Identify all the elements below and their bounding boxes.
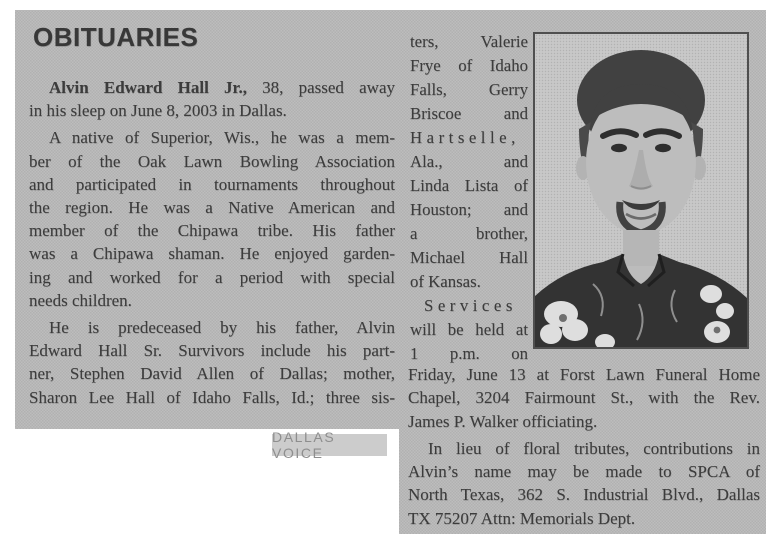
text-line: Alvin’s name may be made to SPCA of [408, 462, 760, 482]
text-line: Edward Hall Sr. Survivors include his part- [29, 341, 395, 361]
dallas-voice-credit: DALLAS VOICE [272, 434, 387, 456]
obituary-column-bottom [408, 363, 760, 530]
text-line: Alvin Edward Hall Jr., 38, passed away [49, 78, 395, 97]
text-line: Michael Hall [410, 248, 528, 267]
text-line: He is predeceased by his father, Alvin [49, 318, 395, 338]
obituary-column-middle [410, 30, 528, 366]
text-line: North Texas, 362 S. Industrial Blvd., Dallas [408, 485, 760, 505]
text-line: Briscoe and [410, 104, 528, 123]
text-line: ner, Stephen David Allen of Dallas; mother, [29, 364, 395, 384]
text-line: Linda Lista of [410, 176, 528, 195]
text-line: the region. He was a Native American and [29, 198, 395, 218]
text-line: Hartselle, [410, 128, 520, 147]
text-line: James P. Walker officiating. [408, 411, 598, 431]
text-line: will be held at [410, 320, 528, 339]
text-line: ber of the Oak Lawn Bowling Association [29, 151, 395, 171]
text-line: TX 75207 Attn: Memorials Dept. [408, 508, 636, 528]
portrait-photo-image [535, 34, 747, 347]
text-line: A native of Superior, Wis., he was a mem- [49, 128, 395, 148]
text-line: Houston; and [410, 200, 528, 219]
obituary-column-left [29, 76, 395, 409]
portrait-photo [533, 32, 749, 349]
text-line: Friday, June 13 at Forst Lawn Funeral Home [408, 365, 760, 384]
text-line: and participated in tournaments throughout [29, 174, 395, 194]
text-line: ing and worked for a period with special [29, 267, 395, 287]
text-line: Sharon Lee Hall of Idaho Falls, Id.; three sis- [29, 387, 395, 407]
text-line: 1 p.m. on [410, 344, 528, 363]
text-line: ters, Valerie [410, 32, 528, 51]
text-line: Services [424, 296, 517, 315]
text-line: Chapel, 3204 Fairmount St., with the Rev. [408, 388, 760, 408]
text-line: was a Chipawa shaman. He enjoyed garden- [29, 244, 395, 264]
text-line: In lieu of floral tributes, contributions in [428, 438, 760, 458]
text-line: of Kansas. [410, 272, 481, 291]
text-line: Frye of Idaho [410, 56, 528, 75]
section-title: OBITUARIES [33, 22, 199, 52]
text-line: member of the Chipawa tribe. His father [29, 221, 395, 241]
text-line: needs children. [29, 290, 132, 310]
text-line: Ala., and [410, 152, 528, 171]
text-line: in his sleep on June 8, 2003 in Dallas. [29, 101, 287, 121]
text-line: a brother, [410, 224, 528, 243]
text-line: Falls, Gerry [410, 80, 528, 99]
